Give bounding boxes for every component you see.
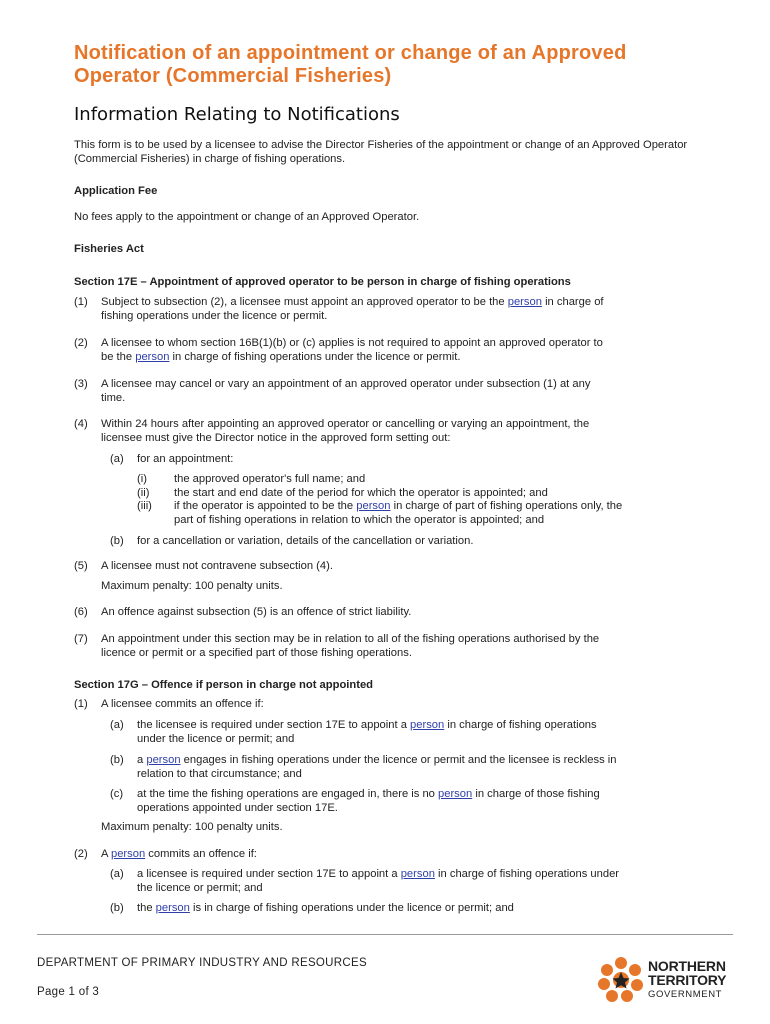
s17e-clause-7: An appointment under this section may be in relation to all of the fishing operations authorised by the licence or permit or a specified part of those fishing operations. bbox=[101, 633, 600, 659]
nt-government-logo bbox=[596, 955, 736, 1001]
s17g-clause-a: the licensee is required under section 17E to appoint a person in charge of fishing operations under the licence or permit; and bbox=[137, 719, 597, 745]
s17e-clause-i: the approved operator's full name; and bbox=[174, 473, 366, 485]
act-heading: Fisheries Act bbox=[74, 243, 144, 255]
s17g-clause-c: at the time the fishing operations are engaged in, there is no person in charge of those fishing operations appointed under section 17E. bbox=[137, 788, 600, 814]
person-link[interactable]: person bbox=[135, 351, 170, 363]
s17g-penalty-1: Maximum penalty: 100 penalty units. bbox=[101, 821, 283, 833]
s17e-num-a: (a) bbox=[110, 453, 124, 465]
s17e-num-3: (3) bbox=[74, 378, 88, 390]
s17e-num-6: (6) bbox=[74, 606, 88, 618]
s17e-num-iii: (iii) bbox=[137, 500, 152, 512]
s17e-clause-iii: if the operator is appointed to be the person in charge of part of fishing operations only, the part of fishing operations in relation to which the operator is appointed; and bbox=[174, 500, 623, 526]
section-heading: Information Relating to Notifications bbox=[74, 104, 400, 125]
s17g-clause-1: A licensee commits an offence if: bbox=[101, 698, 264, 710]
footer-divider bbox=[37, 934, 733, 935]
s17g-heading: Section 17G – Offence if person in charge not appointed bbox=[74, 679, 374, 691]
s17e-clause-2: A licensee to whom section 16B(1)(b) or (c) applies is not required to appoint an approved operator to be the person in charge of fishing operations under the licence or permit. bbox=[101, 337, 603, 363]
s17g-num-c: (c) bbox=[110, 788, 124, 800]
s17g-num-2a: (a) bbox=[110, 868, 124, 880]
s17e-clause-5: A licensee must not contravene subsection (4). bbox=[101, 560, 333, 572]
s17e-clause-6: An offence against subsection (5) is an offence of strict liability. bbox=[101, 606, 412, 618]
desert-rose-icon bbox=[596, 955, 646, 1003]
person-link[interactable]: person bbox=[146, 754, 181, 766]
person-link[interactable]: person bbox=[410, 719, 445, 731]
s17e-num-7: (7) bbox=[74, 633, 88, 645]
s17e-num-2: (2) bbox=[74, 337, 88, 349]
intro-text: This form is to be used by a licensee to advise the Director Fisheries of the appointment or change of an Approved Operator (Commercial Fisheries) in charge of fishing operations. bbox=[74, 139, 688, 165]
person-link[interactable]: person bbox=[155, 902, 190, 914]
s17g-num-2: (2) bbox=[74, 848, 88, 860]
s17e-clause-1: Subject to subsection (2), a licensee must appoint an approved operator to be the person in charge of fishing operations under the licence or permit. bbox=[101, 296, 604, 322]
fee-text: No fees apply to the appointment or change of an Approved Operator. bbox=[74, 211, 420, 223]
s17e-clause-3: A licensee may cancel or vary an appointment of an approved operator under subsection (1) at any time. bbox=[101, 378, 591, 404]
document-title: Notification of an appointment or change of an Approved Operator (Commercial Fisheries) bbox=[74, 42, 627, 87]
s17g-clause-2: A person commits an offence if: bbox=[101, 848, 257, 860]
person-link[interactable]: person bbox=[356, 500, 391, 512]
s17e-num-1: (1) bbox=[74, 296, 88, 308]
person-link[interactable]: person bbox=[507, 296, 542, 308]
s17g-num-a: (a) bbox=[110, 719, 124, 731]
s17g-clause-b: a person engages in fishing operations under the licence or permit and the licensee is reckless in relation to that circumstance; and bbox=[137, 754, 617, 780]
s17e-num-b: (b) bbox=[110, 535, 124, 547]
s17e-clause-4: Within 24 hours after appointing an approved operator or cancelling or varying an appointment, the licensee must give the Director notice in the approved form setting out: bbox=[101, 418, 590, 444]
s17g-num-2b: (b) bbox=[110, 902, 124, 914]
s17e-heading: Section 17E – Appointment of approved operator to be person in charge of fishing operations bbox=[74, 276, 571, 288]
s17e-clause-ii: the start and end date of the period for which the operator is appointed; and bbox=[174, 487, 548, 499]
logo-line-3: GOVERNMENT bbox=[648, 989, 723, 1000]
s17e-num-i: (i) bbox=[137, 473, 147, 485]
fee-heading: Application Fee bbox=[74, 185, 158, 197]
person-link[interactable]: person bbox=[110, 848, 146, 860]
s17g-clause-2b: the person is in charge of fishing operations under the licence or permit; and bbox=[137, 902, 514, 914]
s17e-num-ii: (ii) bbox=[137, 487, 150, 499]
person-link[interactable]: person bbox=[400, 868, 435, 880]
logo-line-1: NORTHERN bbox=[648, 958, 726, 974]
s17e-num-5: (5) bbox=[74, 560, 88, 572]
s17g-num-1: (1) bbox=[74, 698, 88, 710]
s17e-clause-b: for a cancellation or variation, details of the cancellation or variation. bbox=[137, 535, 474, 547]
s17g-clause-2a: a licensee is required under section 17E to appoint a person in charge of fishing operations under the licence or permit; and bbox=[137, 868, 620, 894]
footer-department: DEPARTMENT OF PRIMARY INDUSTRY AND RESOURCES bbox=[37, 957, 367, 969]
s17g-num-b: (b) bbox=[110, 754, 124, 766]
s17e-num-4: (4) bbox=[74, 418, 88, 430]
s17e-penalty-5: Maximum penalty: 100 penalty units. bbox=[101, 580, 283, 592]
person-link[interactable]: person bbox=[438, 788, 473, 800]
s17e-clause-a: for an appointment: bbox=[137, 453, 234, 465]
footer-page-number: Page 1 of 3 bbox=[37, 986, 100, 998]
logo-line-2: TERRITORY bbox=[648, 972, 727, 988]
